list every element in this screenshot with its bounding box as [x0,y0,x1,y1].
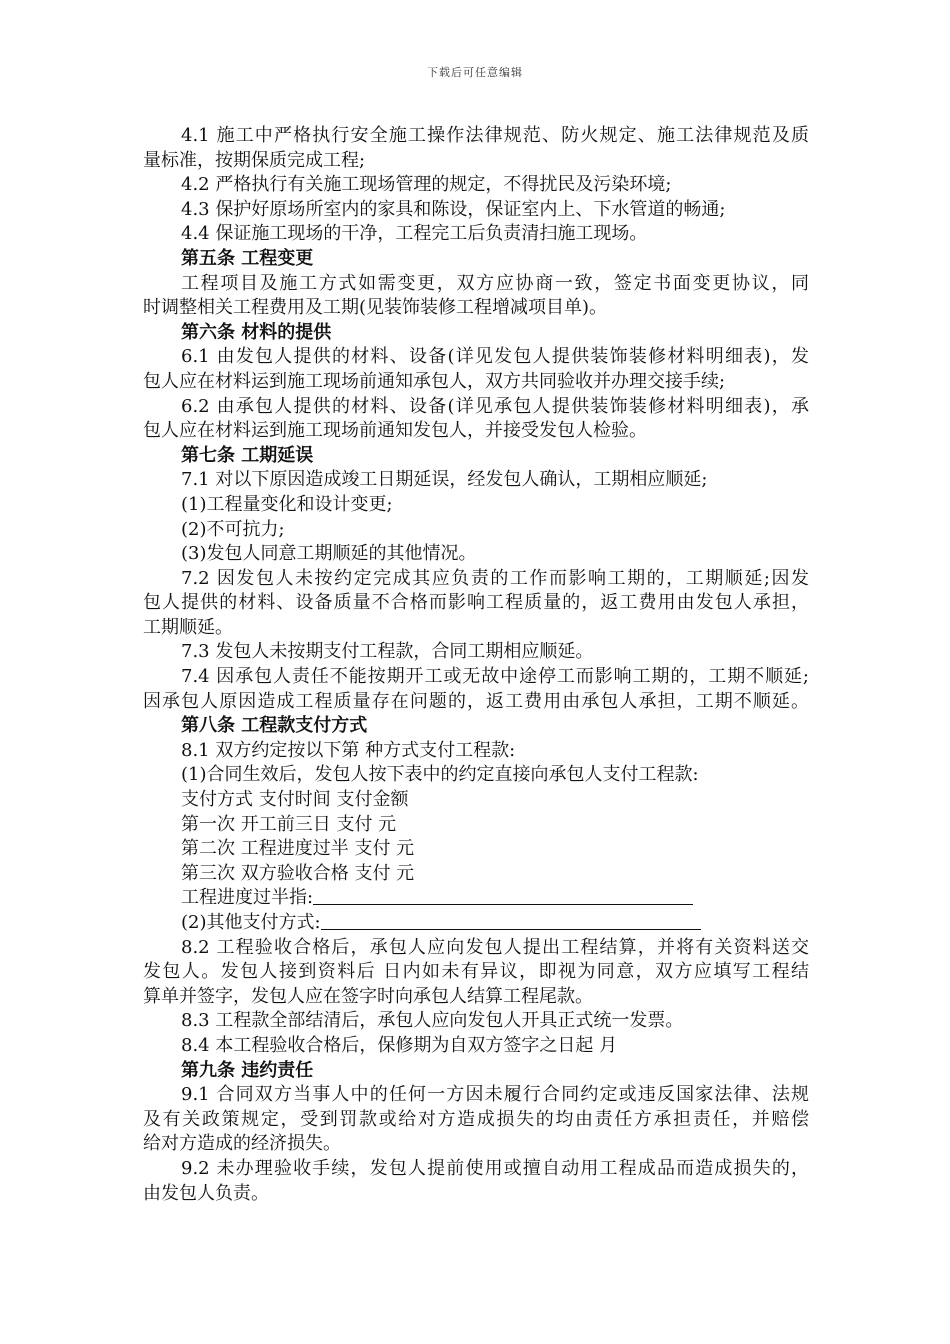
payment-table-header: 支付方式 支付时间 支付金额 [181,789,409,811]
paragraph-line: 9.1 合同双方当事人中的任何一方因未履行合同约定或违反国家法律、法规 [181,1084,809,1106]
paragraph-line: 7.3 发包人未按期支付工程款，合同工期相应顺延。 [181,641,594,663]
paragraph-line: 6.1 由发包人提供的材料、设备(详见发包人提供装饰装修材料明细表)，发 [181,346,809,368]
paragraph-line: 8.2 工程验收合格后，承包人应向发包人提出工程结算，并将有关资料送交 [181,936,809,958]
paragraph-line: 4.3 保护好原场所室内的家具和陈设，保证室内上、下水管道的畅通; [181,198,726,220]
paragraph-line: 8.3 工程款全部结清后，承包人应向发包人开具正式统一发票。 [181,1010,684,1032]
paragraph-line: 发包人。发包人接到资料后 日内如未有异议，即视为同意，双方应填写工程结 [143,961,809,983]
paragraph-line: 由发包人负责。 [143,1182,269,1204]
paragraph-line: 4.4 保证施工现场的干净，工程完工后负责清扫施工现场。 [181,223,648,245]
payment-row: 第二次 工程进度过半 支付 元 [181,838,415,860]
fill-in-line [143,911,809,936]
paragraph-line: 4.1 施工中严格执行安全施工操作法律规范、防火规定、施工法律规范及质 [181,125,809,146]
paragraph-line: 时调整相关工程费用及工期(见装饰装修工程增减项目单)。 [143,297,608,319]
paragraph-line: 量标准，按期保质完成工程; [143,149,366,171]
paragraph-line: 算单并签字，发包人应在签字时向承包人结算工程尾款。 [143,985,593,1007]
blank-underline [321,912,701,930]
section-heading: 第六条 材料的提供 [181,321,332,343]
section-heading: 第九条 违约责任 [181,1059,314,1081]
paragraph-line: 8.4 本工程验收合格后，保修期为自双方签字之日起 月 [181,1034,618,1056]
fill-in-label: (2)其他支付方式: [181,912,321,933]
payment-row: 第一次 开工前三日 支付 元 [181,813,397,835]
section-heading: 第五条 工程变更 [181,247,314,269]
paragraph-line: (1)合同生效后，发包人按下表中的约定直接向承包人支付工程款: [181,764,699,786]
fill-in-line [143,886,809,911]
paragraph-line: 7.4 因承包人责任不能按期开工或无故中途停工而影响工期的，工期不顺延; [181,666,809,688]
page-header: 下载后可任意编辑 [427,66,523,79]
section-heading: 第八条 工程款支付方式 [181,715,368,737]
paragraph-line: 4.2 严格执行有关施工现场管理的规定，不得扰民及污染环境; [181,174,672,196]
paragraph-line: 给对方造成的经济损失。 [143,1133,341,1155]
section-heading: 第七条 工期延误 [181,444,314,466]
paragraph-line: 及有关政策规定，受到罚款或给对方造成损失的均由责任方承担责任，并赔偿 [143,1108,809,1130]
paragraph-line: (2)不可抗力; [181,518,285,540]
paragraph-line: 包人应在材料运到施工现场前通知承包人，双方共同验收并办理交接手续; [143,370,726,392]
paragraph-line: 6.2 由承包人提供的材料、设备(详见承包人提供装饰装修材料明细表)，承 [181,395,809,417]
paragraph-line: 工期顺延。 [143,616,233,638]
paragraph-line: 7.1 对以下原因造成竣工日期延误，经发包人确认，工期相应顺延; [181,469,708,491]
paragraph-line: 包人应在材料运到施工现场前通知发包人，并接受发包人检验。 [143,420,647,442]
blank-underline [313,887,693,905]
paragraph-line: (1)工程量变化和设计变更; [181,493,393,515]
paragraph-line: 包人提供的材料、设备质量不合格而影响工程质量的，返工费用由发包人承担， [143,592,809,614]
document-body [143,124,809,1206]
paragraph-line: 工程项目及施工方式如需变更，双方应协商一致，签定书面变更协议，同 [181,272,809,294]
fill-in-label: 工程进度过半指: [181,887,314,909]
paragraph-line: (3)发包人同意工期顺延的其他情况。 [181,543,477,565]
paragraph-line: 8.1 双方约定按以下第 种方式支付工程款: [181,739,516,761]
paragraph-line: 因承包人原因造成工程质量存在问题的，返工费用由承包人承担，工期不顺延。 [143,690,809,712]
paragraph-line: 7.2 因发包人未按约定完成其应负责的工作而影响工期的，工期顺延;因发 [181,567,809,589]
paragraph-line: 9.2 未办理验收手续，发包人提前使用或擅自动用工程成品而造成损失的， [181,1157,809,1179]
payment-row: 第三次 双方验收合格 支付 元 [181,862,415,884]
